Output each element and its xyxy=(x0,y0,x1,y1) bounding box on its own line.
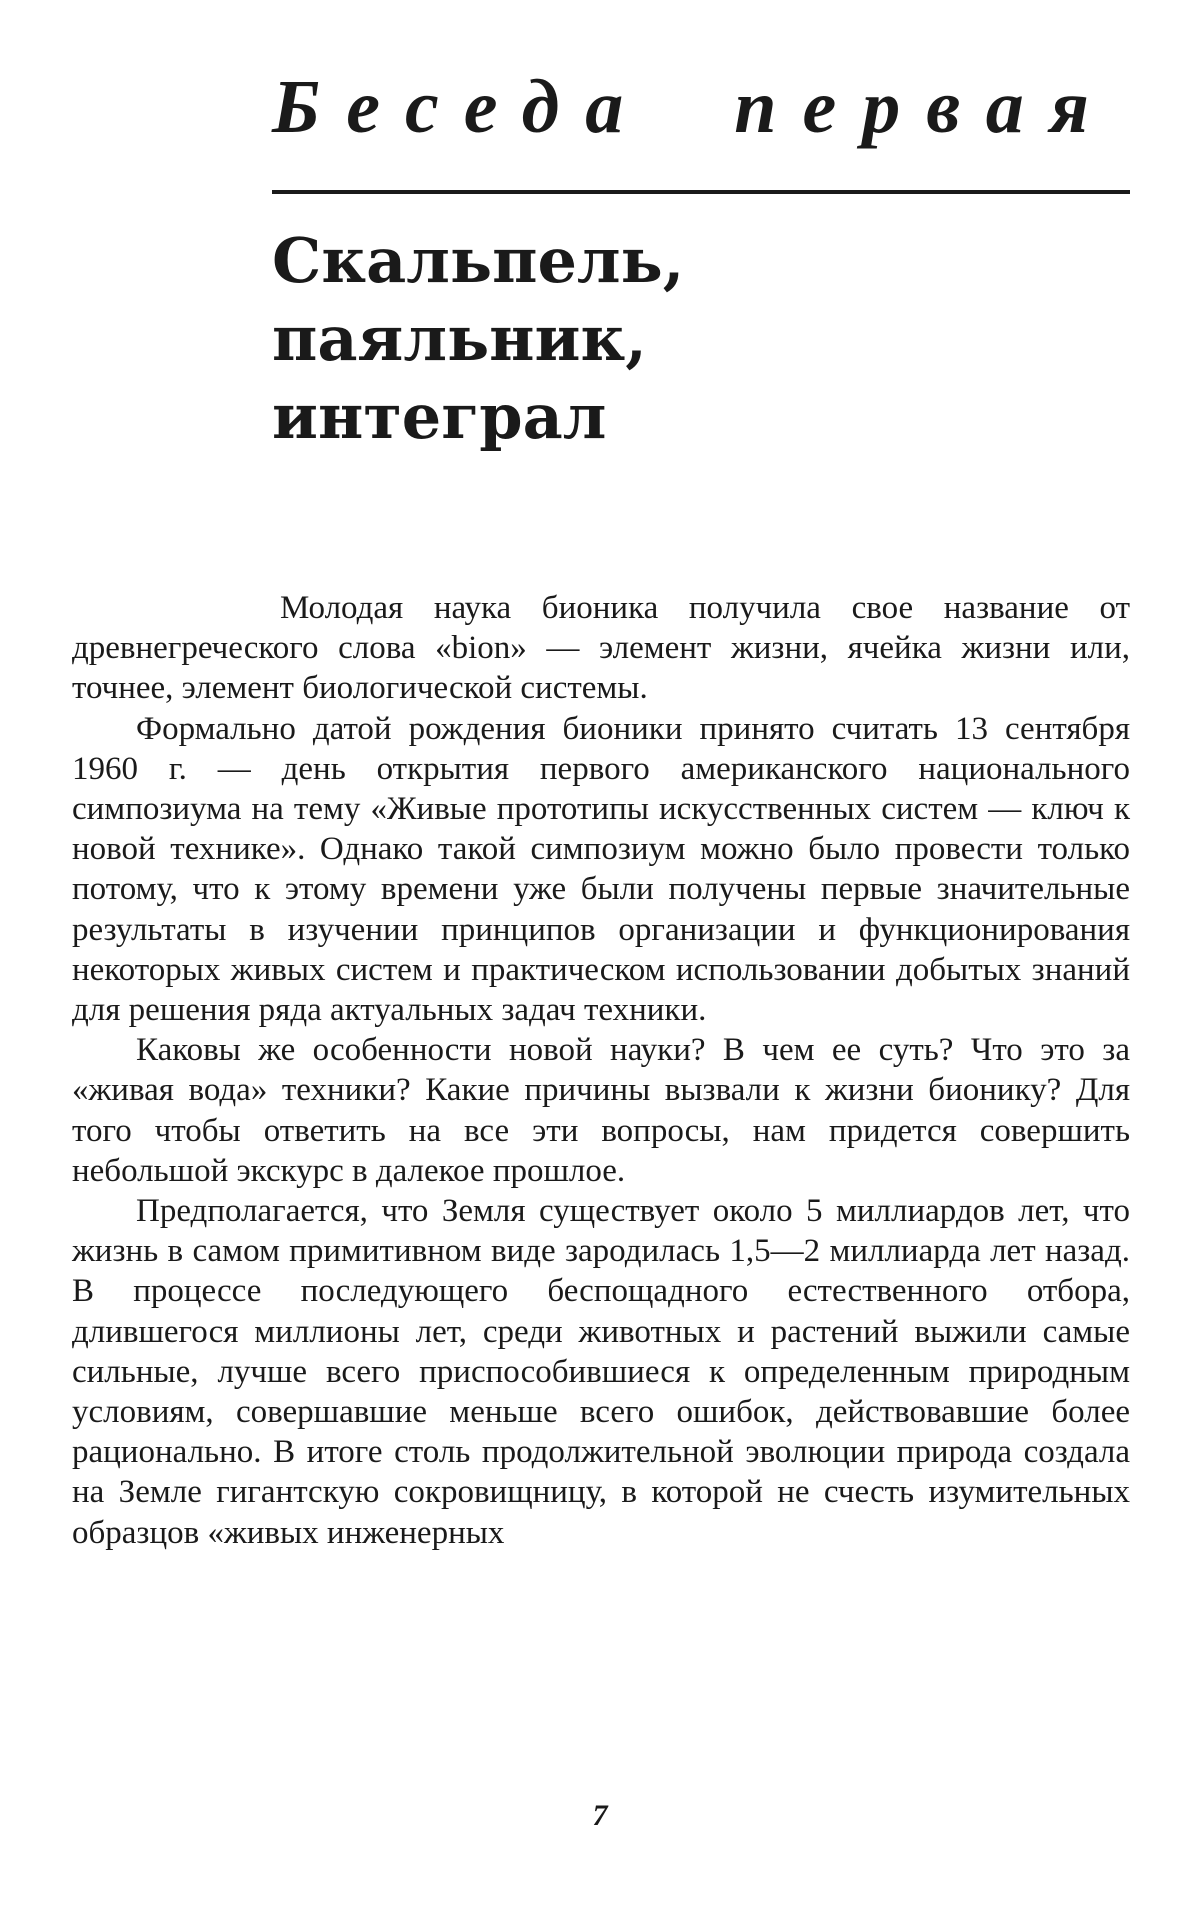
paragraph: Предполагается, что Земля существует около 5 миллиардов лет, что жизнь в самом примитивном виде зародилась 1,5—2 миллиарда лет назад. В процессе последующего беспощадного естественного отбора, длившегося миллионы лет, среди животных и растений выжили самые сильные, лучше всего приспособившиеся к определенным природным условиям, совершавшие меньше всего ошибок, действовавшие более рационально. В итоге столь продолжительной эволюции природа создала на Земле гигантскую сокровищницу, в которой не счесть изумительных образцов «живых инженерных xyxy=(72,1193,1130,1551)
chapter-title-line: паяльник, xyxy=(272,302,647,375)
chapter-title-line: Скальпель, xyxy=(272,224,685,297)
body-text xyxy=(72,588,1130,1553)
paragraph: Каковы же особенности новой науки? В чем ее суть? Что это за «живая вода» техники? Какие причины вызвали к жизни бионику? Для того чтобы ответить на все эти вопросы, нам придется совершить небольшой экскурс в далекое прошлое. xyxy=(72,1032,1130,1189)
page-number: 7 xyxy=(592,1799,608,1832)
chapter-title-line: интеграл xyxy=(272,380,607,453)
paragraph: Формально датой рождения бионики принято считать 13 сентября 1960 г. — день открытия первого американского национального симпозиума на тему «Живые прототипы искусственных систем — ключ к новой технике». Однако такой симпозиум можно было провести только потому, что к этому времени уже были получены первые значительные результаты в изучении принципов организации и функционирования некоторых живых систем и практическом использовании добытых знаний для решения ряда актуальных задач техники. xyxy=(72,710,1130,1029)
chapter-divider xyxy=(272,190,1130,194)
chapter-label: Беседа первая xyxy=(272,65,1115,149)
chapter-title xyxy=(272,222,1132,456)
paragraph: Молодая наука бионика получила свое название от древнегреческого слова «bion» — элемент жизни, ячейка жизни или, точнее, элемент биологической системы. xyxy=(72,590,1130,707)
